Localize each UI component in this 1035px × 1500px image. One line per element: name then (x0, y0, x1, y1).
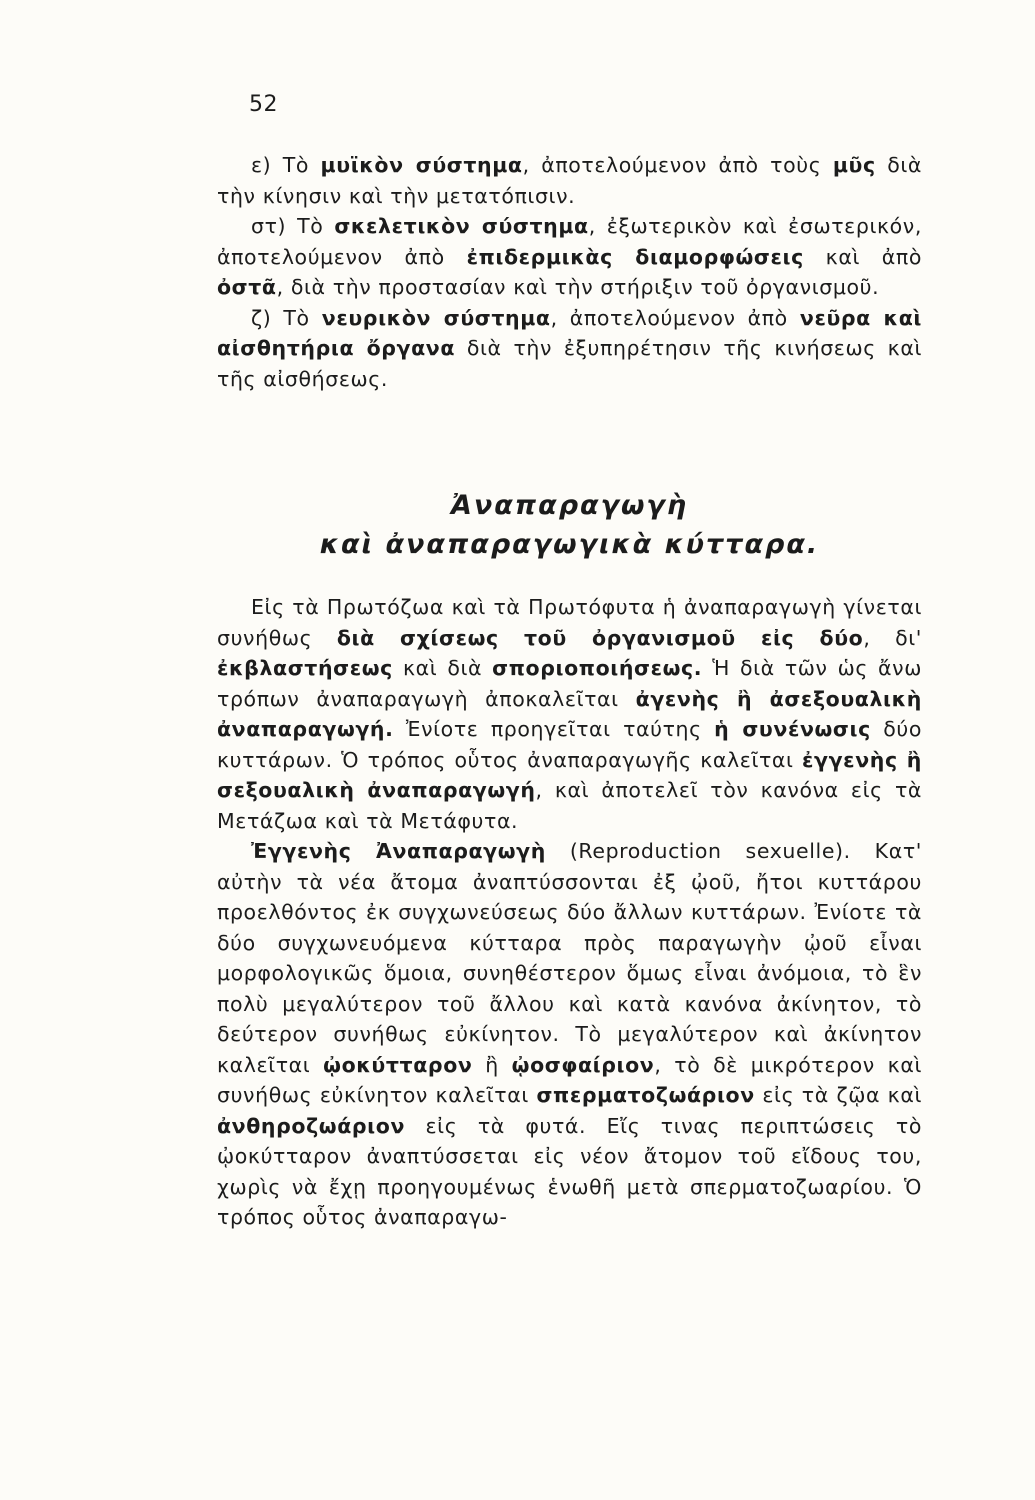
term-sporulation: σποριοποιήσεως. (492, 656, 703, 680)
term-antherozoid: ἀνθηροζωάριον (217, 1113, 406, 1138)
body-text-bottom (217, 592, 922, 1233)
term-epidermal-formations: ἐπιδερμικὰς διαμορφώσεις (466, 244, 804, 269)
term-spermatozoon: σπερματοζωάριον (536, 1083, 755, 1107)
page-number: 52 (249, 92, 278, 117)
paragraph-nervous-system: ζ) Τὸ νευρικὸν σύστημα, ἀποτελούμενον ἀπὸ νεῦρα καὶ αἰσθητήρια ὄργανα διὰ τὴν ἐξυπηρέτησιν τῆς κινήσεως καὶ τῆς αἰσθήσεως. (217, 305, 923, 391)
term-bones: ὀστᾶ (217, 275, 277, 299)
paragraph-sexual-reproduction: Ἐγγενὴς Ἀναπαραγωγὴ (Reproduction sexuelle). Κατ' αὐτὴν τὰ νέα ἄτομα ἀναπτύσσονται ἐξ ᾠοῦ, ἤτοι κυττάρου προελθόντος ἐκ συγχωνεύσεως δύο ἄλλων κυττάρων. Ἐνίοτε τὰ δύο συγχωνευόμενα κύτταρα πρὸς παραγωγὴν ᾠοῦ εἶναι μορφολογικῶς ὅμοια, συνηθέστερον ὅμως εἶναι ἀνόμοια, τὸ ἓν πολὺ μεγαλύτερον τοῦ ἄλλου καὶ κατὰ κανόνα ἀκίνητον, τὸ δεύτερον συνήθως εὐκίνητον. Τὸ μεγαλύτερον καὶ ἀκίνητον καλεῖται ᾠοκύτταρον ἢ ᾠοσφαίριον, τὸ δὲ μικρότερον καὶ συνήθως εὐκίνητον καλεῖται σπερματοζωάριον εἰς τὰ ζῷα καὶ ἀνθηροζωάριον εἰς τὰ φυτά. Εἴς τινας περιπτώσεις τὸ ᾠοκύτταρον ἀναπτύσσεται εἰς νέον ἄτομον τοῦ εἴδους του, χωρὶς νὰ ἔχῃ προηγουμένως ἑνωθῆ μετὰ σπερματοζωαρίου. Ὁ τρόπος οὗτος ἀναπαραγω- (217, 839, 922, 1229)
section-heading (217, 490, 922, 560)
term-nerves-sense-organs: νεῦρα καὶ αἰσθητήρια ὄργανα (217, 305, 922, 360)
body-text-top (217, 150, 922, 394)
term-sexual-reproduction: ἐγγενὴς ἢ σεξουαλικὴ ἀναπαραγωγή (217, 747, 922, 802)
term-budding: ἐκβλαστήσεως (217, 656, 393, 680)
paragraph-skeletal-system: στ) Τὸ σκελετικὸν σύστημα, ἐξωτερικὸν καὶ ἐσωτερικόν, ἀποτελούμενον ἀπὸ ἐπιδερμικὰς διαμορφώσεις καὶ ἀπὸ ὀστᾶ, διὰ τὴν προστασίαν καὶ τὴν στήριξιν τοῦ ὀργανισμοῦ. (217, 214, 922, 299)
term-nervous-system: νευρικὸν σύστημα (321, 305, 551, 330)
term-oocyte: ᾠοκύτταρον (323, 1052, 473, 1077)
paragraph-reproduction: Εἰς τὰ Πρωτόζωα καὶ τὰ Πρωτόφυτα ἡ ἀναπαραγωγὴ γίνεται συνήθως διὰ σχίσεως τοῦ ὀργανισμοῦ εἰς δύο, δι' ἐκβλαστήσεως καὶ διὰ σποριοποιήσεως. Ἡ διὰ τῶν ὡς ἄνω τρόπων ἀναπαραγωγὴ ἀποκαλεῖται ἀγενὴς ἢ ἀσεξουαλικὴ ἀναπαραγωγή. Ἐνίοτε προηγεῖται ταύτης ἡ συνένωσις δύο κυττάρων. Ὁ τρόπος οὗτος ἀναπαραγωγῆς καλεῖται ἐγγενὴς ἢ σεξουαλικὴ ἀναπαραγωγή, καὶ ἀποτελεῖ τὸν κανόνα εἰς τὰ Μετάζωα καὶ τὰ Μετάφυτα. (217, 595, 923, 833)
term-muscular-system: μυϊκὸν σύστημα (320, 153, 523, 177)
term-skeletal-system: σκελετικὸν σύστημα (334, 214, 589, 238)
subheading-sexual-reproduction: Ἐγγενὴς Ἀναπαραγωγὴ (251, 839, 546, 863)
term-fission: διὰ σχίσεως τοῦ ὀργανισμοῦ εἰς δύο (336, 625, 864, 650)
term-ovum: ᾠοσφαίριον (511, 1052, 655, 1077)
section-heading-line-2: καὶ ἀναπαραγωγικὰ κύτταρα. (319, 529, 820, 560)
section-heading-line-1: Ἀναπαραγωγὴ (450, 490, 689, 521)
term-asexual-reproduction: ἀγενὴς ἢ ἀσεξουαλικὴ ἀναπαραγωγή. (217, 686, 922, 741)
paragraph-muscular-system: ε) Τὸ μυϊκὸν σύστημα, ἀποτελούμενον ἀπὸ τοὺς μῦς διὰ τὴν κίνησιν καὶ τὴν μετατόπισιν. (217, 153, 923, 208)
term-conjugation: ἡ συνένωσις (714, 717, 871, 741)
term-muscles: μῦς (832, 153, 876, 177)
